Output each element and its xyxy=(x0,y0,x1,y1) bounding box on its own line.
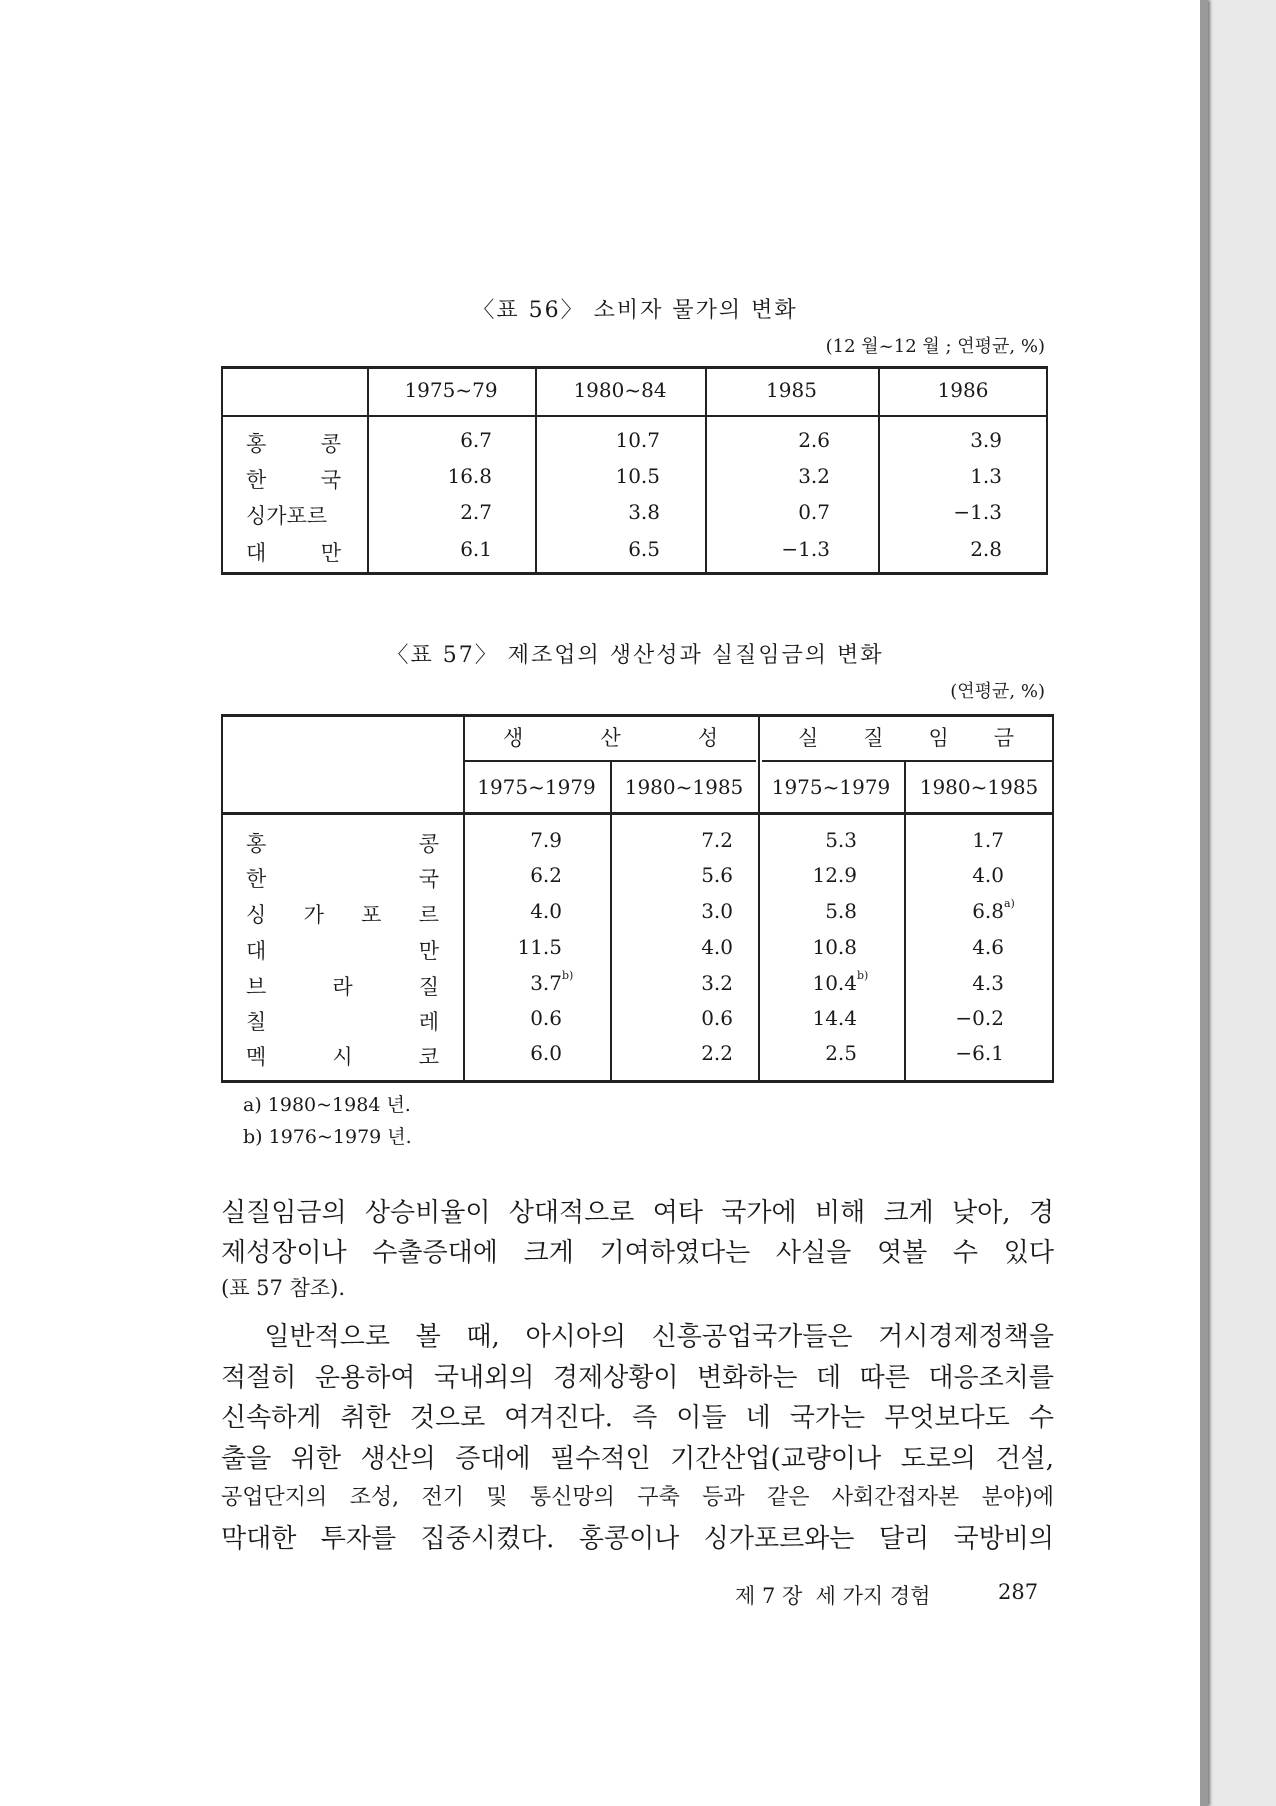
cell-value: −0.2 xyxy=(955,1006,1004,1030)
table-column-divider xyxy=(221,714,223,1080)
row-label-part: 만 xyxy=(418,939,439,963)
table56-title: 〈표 56〉 소비자 물가의 변화 xyxy=(472,298,798,323)
column-header: 1975~1979 xyxy=(771,775,891,799)
table-cell: 10.7 xyxy=(615,428,660,452)
row-label xyxy=(246,971,439,1001)
cell-value: 6.8 xyxy=(972,899,1004,923)
table-rule xyxy=(221,415,1048,417)
table-cell: 3.2 xyxy=(798,464,830,488)
group-header-part: 금 xyxy=(993,726,1014,750)
row-label-part: 대 xyxy=(246,939,267,963)
table-cell xyxy=(643,1041,733,1065)
row-label-part: 대 xyxy=(246,541,267,565)
column-header: 1980~1985 xyxy=(919,775,1039,799)
table-cell xyxy=(472,1006,562,1030)
column-header: 1975~79 xyxy=(404,378,498,402)
table-cell xyxy=(767,935,857,959)
table-column-divider xyxy=(758,714,760,1080)
row-label-part: 콩 xyxy=(418,832,439,856)
body-line: 실질임금의 상승비율이 상대적으로 여타 국가에 비해 크게 낮아, 경 xyxy=(221,1198,1054,1228)
row-label xyxy=(246,428,341,458)
cell-value: 2.2 xyxy=(701,1041,733,1065)
row-label-part: 콩 xyxy=(320,432,341,456)
row-label xyxy=(246,500,341,530)
table-cell xyxy=(643,1006,733,1030)
table-cell xyxy=(914,971,1004,995)
cell-value: 5.3 xyxy=(825,828,857,852)
row-label-part: 시 xyxy=(332,1045,353,1069)
body-line: (표 57 참조). xyxy=(221,1276,345,1300)
group-header-part: 실 xyxy=(798,726,819,750)
row-label-part: 코 xyxy=(418,1045,439,1069)
row-label-part: 홍 xyxy=(246,432,267,456)
row-label-part: 국 xyxy=(418,867,439,891)
cell-value: 12.9 xyxy=(812,863,857,887)
column-header: 1985 xyxy=(766,378,817,402)
column-header: 1980~1985 xyxy=(624,775,744,799)
cell-value: 6.2 xyxy=(530,863,562,887)
table-cell xyxy=(767,899,857,923)
column-header: 1980~84 xyxy=(573,378,667,402)
table-cell: 2.7 xyxy=(460,500,492,524)
cell-value: 5.6 xyxy=(701,863,733,887)
row-label-part: 멕 xyxy=(246,1045,267,1069)
cell-value: 3.7 xyxy=(530,971,562,995)
row-label-part: 싱 xyxy=(246,903,267,927)
cell-value: 10.8 xyxy=(812,935,857,959)
table-cell: 6.5 xyxy=(628,537,660,561)
table-column-divider xyxy=(1052,714,1054,1080)
table-column-divider xyxy=(221,366,223,572)
row-label-part: 질 xyxy=(418,975,439,999)
table56-unit: (12 월~12 월 ; 연평균, %) xyxy=(825,336,1045,357)
row-label-part: 홍 xyxy=(246,832,267,856)
table-cell xyxy=(914,863,1004,887)
cell-value: 4.3 xyxy=(972,971,1004,995)
table-cell xyxy=(914,935,1004,959)
body-line: 제성장이나 수출증대에 크게 기여하였다는 사실을 엿볼 수 있다 xyxy=(221,1238,1054,1268)
row-label-part: 포 xyxy=(361,903,382,927)
table-rule xyxy=(221,572,1048,575)
body-line: 적절히 운용하여 국내외의 경제상황이 변화하는 데 따른 대응조치를 xyxy=(221,1363,1054,1393)
table-cell xyxy=(767,1041,857,1065)
row-label xyxy=(246,899,439,929)
row-label-part: 레 xyxy=(418,1010,439,1034)
group-header-part: 성 xyxy=(697,726,718,750)
cell-value: 6.0 xyxy=(530,1041,562,1065)
body-line: 출을 위한 생산의 증대에 필수적인 기간산업(교량이나 도로의 건설, xyxy=(221,1444,1054,1474)
cell-value: 1.7 xyxy=(972,828,1004,852)
group-header-part: 산 xyxy=(600,726,621,750)
table-cell xyxy=(472,1041,562,1065)
row-label-part: 싱가포르 xyxy=(246,504,328,528)
running-head: 제 7 장 세 가지 경험 xyxy=(735,1584,931,1608)
row-label-part: 한 xyxy=(246,468,267,492)
table-cell xyxy=(472,828,562,852)
group-header-part: 임 xyxy=(928,726,949,750)
cell-value: 4.0 xyxy=(530,899,562,923)
table-cell xyxy=(914,1041,1004,1065)
table-cell: −1.3 xyxy=(953,500,1002,524)
table-cell: 2.8 xyxy=(970,537,1002,561)
table-cell xyxy=(767,863,857,887)
cell-value: 0.6 xyxy=(701,1006,733,1030)
group-header-part: 생 xyxy=(503,726,524,750)
table-cell: 0.7 xyxy=(798,500,830,524)
footnote-a: a) 1980~1984 년. xyxy=(243,1094,411,1116)
table-rule xyxy=(221,812,1054,815)
table-column-divider xyxy=(463,714,465,1080)
cell-value: 7.9 xyxy=(530,828,562,852)
footnote-b: b) 1976~1979 년. xyxy=(243,1126,412,1148)
cell-value: −6.1 xyxy=(955,1041,1004,1065)
row-label xyxy=(246,828,439,858)
table-cell xyxy=(914,1006,1004,1030)
table-cell xyxy=(914,897,1015,923)
body-line: 막대한 투자를 집중시켰다. 홍콩이나 싱가포르와는 달리 국방비의 xyxy=(221,1524,1054,1554)
row-label xyxy=(246,464,341,494)
table-rule xyxy=(221,366,1048,369)
row-label-part: 브 xyxy=(246,975,267,999)
table-cell xyxy=(643,935,733,959)
cell-value: 14.4 xyxy=(812,1006,857,1030)
cell-value: 4.6 xyxy=(972,935,1004,959)
cell-value: 4.0 xyxy=(701,935,733,959)
table-cell xyxy=(643,863,733,887)
table-cell: 10.5 xyxy=(615,464,660,488)
table-cell xyxy=(472,969,574,995)
row-label-part: 르 xyxy=(418,903,439,927)
table-cell xyxy=(472,863,562,887)
body-line: 신속하게 취한 것으로 여겨진다. 즉 이들 네 국가는 무엇보다도 수 xyxy=(221,1403,1054,1433)
row-label xyxy=(246,537,341,567)
table-cell xyxy=(914,828,1004,852)
table-cell: 3.8 xyxy=(628,500,660,524)
row-label-part: 라 xyxy=(332,975,353,999)
table-cell: 6.1 xyxy=(460,537,492,561)
table-rule xyxy=(221,714,1054,717)
table-cell: −1.3 xyxy=(781,537,830,561)
cell-value: 11.5 xyxy=(517,935,562,959)
page-number: 287 xyxy=(998,1580,1039,1604)
table57-unit: (연평균, %) xyxy=(950,681,1045,702)
table-cell: 2.6 xyxy=(798,428,830,452)
table-cell: 3.9 xyxy=(970,428,1002,452)
column-group-header xyxy=(503,722,718,752)
row-label-part: 한 xyxy=(246,867,267,891)
column-header: 1986 xyxy=(937,378,989,402)
cell-value: 7.2 xyxy=(701,828,733,852)
body-line: 일반적으로 볼 때, 아시아의 신흥공업국가들은 거시경제정책을 xyxy=(221,1322,1054,1352)
cell-value: 0.6 xyxy=(530,1006,562,1030)
group-header-part: 질 xyxy=(863,726,884,750)
cell-value: 4.0 xyxy=(972,863,1004,887)
table-column-divider xyxy=(904,760,906,1080)
cell-value: 3.2 xyxy=(701,971,733,995)
row-label xyxy=(246,1041,439,1071)
table-cell xyxy=(767,969,869,995)
body-line: 공업단지의 조성, 전기 및 통신망의 구축 등과 같은 사회간접자본 분야)에 xyxy=(221,1485,1054,1510)
table-cell xyxy=(472,935,562,959)
column-header: 1975~1979 xyxy=(477,775,596,799)
table-cell xyxy=(767,828,857,852)
row-label-part: 칠 xyxy=(246,1010,267,1034)
cell-value: 3.0 xyxy=(701,899,733,923)
table-cell: 6.7 xyxy=(460,428,492,452)
table57-title: 〈표 57〉 제조업의 생산성과 실질임금의 변화 xyxy=(386,643,884,668)
cell-footnote-mark: a) xyxy=(1004,897,1015,910)
column-group-header xyxy=(798,722,1014,752)
row-label-part: 가 xyxy=(303,903,324,927)
cell-value: 5.8 xyxy=(825,899,857,923)
row-label xyxy=(246,863,439,893)
cell-value: 2.5 xyxy=(825,1041,857,1065)
table-cell: 1.3 xyxy=(970,464,1002,488)
row-label xyxy=(246,935,439,965)
cell-value: 10.4 xyxy=(812,971,857,995)
table-cell xyxy=(643,828,733,852)
row-label xyxy=(246,1006,439,1036)
table-cell: 16.8 xyxy=(447,464,492,488)
cell-footnote-mark: b) xyxy=(857,969,869,982)
cell-footnote-mark: b) xyxy=(562,969,574,982)
table-cell xyxy=(767,1006,857,1030)
row-label-part: 국 xyxy=(320,468,341,492)
table-column-divider xyxy=(610,760,612,1080)
row-label-part: 만 xyxy=(320,541,341,565)
table-rule xyxy=(221,1080,1054,1083)
table-cell xyxy=(643,971,733,995)
table-cell xyxy=(472,899,562,923)
table-cell xyxy=(643,899,733,923)
table-rule xyxy=(762,760,1054,762)
